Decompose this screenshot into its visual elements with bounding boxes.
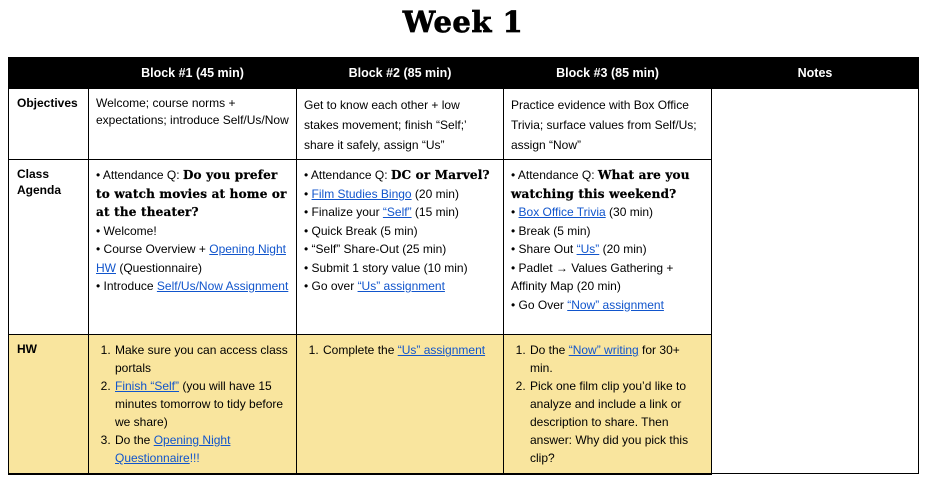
agenda-line <box>511 203 704 222</box>
now-assignment-link[interactable]: “Now” assignment <box>567 297 664 312</box>
header-notes: Notes <box>712 58 919 89</box>
hw-list-item <box>529 377 704 467</box>
text-run: • Go Over <box>511 297 568 312</box>
text-run: • <box>511 205 519 219</box>
agenda-line <box>96 240 289 277</box>
text-run: • Attendance Q: <box>96 168 183 182</box>
text-run: • Quick Break (5 min) <box>304 223 418 238</box>
page-title: Week 1 <box>402 5 524 39</box>
hw-block1-cell <box>89 335 297 474</box>
text-run: What are you watching this weekend? <box>511 168 690 201</box>
film-studies-bingo-link[interactable]: Film Studies Bingo <box>311 186 412 201</box>
text-run: Do the <box>530 343 569 357</box>
text-run: • Welcome! <box>96 223 157 238</box>
agenda-line <box>304 185 496 204</box>
hw-list-item <box>529 341 704 377</box>
agenda-line <box>511 296 704 315</box>
text-run: DC or Marvel? <box>390 168 490 182</box>
agenda-line <box>96 222 289 241</box>
agenda-line <box>96 166 289 222</box>
text-run: • <box>304 186 312 201</box>
hw-block3-cell <box>504 335 712 474</box>
agenda-line <box>304 222 496 241</box>
self-link[interactable]: “Self” <box>382 205 412 219</box>
objectives-row <box>9 89 919 160</box>
hw-list-item <box>114 341 289 377</box>
agenda-line <box>511 222 704 241</box>
text-run: Complete the <box>323 343 398 357</box>
agenda-block1-cell <box>89 160 297 335</box>
text-run: • Share Out <box>511 242 577 256</box>
hw-list-item <box>114 431 289 467</box>
notes-cell <box>712 89 919 474</box>
us-assignment-link[interactable]: “Us” assignment <box>357 279 445 293</box>
us-link[interactable]: “Us” <box>576 242 600 256</box>
text-run: (20 min) <box>599 242 647 256</box>
agenda-line <box>304 277 496 296</box>
week1-schedule-table <box>8 57 919 475</box>
agenda-line <box>304 240 496 259</box>
header-block1: Block #1 (45 min) <box>89 58 297 89</box>
box-office-trivia-link[interactable]: Box Office Trivia <box>518 205 606 219</box>
text-run: • Attendance Q: <box>511 168 598 182</box>
hw-block3-list <box>511 341 704 467</box>
table-header-row <box>9 58 919 89</box>
hw-block2-cell <box>297 335 504 474</box>
text-run: Do you prefer to watch movies at home or at the theater? <box>96 168 287 219</box>
text-run: (15 min) <box>411 205 459 219</box>
objectives-block2-cell: Get to know each other + low stakes movement; finish “Self;’ share it safely, assign “Us” <box>297 89 504 160</box>
agenda-line <box>304 259 496 278</box>
agenda-line <box>96 277 289 296</box>
now-writing-link[interactable]: “Now” writing <box>568 343 639 357</box>
self-us-now-assignment-link[interactable]: Self/Us/Now Assignment <box>156 279 289 293</box>
text-run: Make sure you can access class portals <box>115 343 288 375</box>
text-run: Pick one film clip you’d like to analyze and include a link or description to share. Then answer: Why did you pick this clip? <box>530 379 689 465</box>
agenda-block3-cell <box>504 160 712 335</box>
hw-list-item <box>114 377 289 431</box>
text-run: (Questionnaire) <box>116 260 203 275</box>
text-run: • Go over <box>304 279 358 293</box>
text-run: • Course Overview + <box>96 242 210 256</box>
us-assignment-link[interactable]: “Us” assignment <box>397 343 486 357</box>
text-run: • Introduce <box>96 279 157 293</box>
text-run: (you will have 15 minutes tomorrow to tidy before we share) <box>115 379 284 429</box>
hw-block1-list <box>96 341 289 467</box>
text-run: Do the <box>115 433 154 447</box>
text-run: !!! <box>189 451 200 465</box>
text-run: • “Self” Share-Out (25 min) <box>304 242 447 256</box>
agenda-line <box>511 259 704 296</box>
text-run: • Attendance Q: <box>304 168 391 182</box>
text-run: • Submit 1 story value (10 min) <box>304 260 468 275</box>
agenda-block2-cell <box>297 160 504 335</box>
text-run: • Finalize your <box>304 205 383 219</box>
hw-block2-list <box>304 341 496 359</box>
opening-night-hw-link[interactable]: Opening Night HW <box>96 242 286 275</box>
header-empty-cell <box>9 58 89 89</box>
text-run: for 30+ min. <box>530 343 680 375</box>
text-run: • Break (5 min) <box>511 223 591 238</box>
text-run: (20 min) <box>411 186 459 201</box>
header-block3: Block #3 (85 min) <box>504 58 712 89</box>
agenda-line <box>304 203 496 222</box>
class-agenda-row-label: Class Agenda <box>9 160 89 335</box>
agenda-line <box>304 166 496 185</box>
text-run: (30 min) <box>605 205 654 219</box>
hw-list-item <box>322 341 496 359</box>
finish-self-link[interactable]: Finish “Self” <box>115 379 180 393</box>
objectives-block1-cell: Welcome; course norms + expectations; introduce Self/Us/Now <box>89 89 297 160</box>
text-run: • Padlet → Values Gathering + Affinity Map (20 min) <box>511 260 674 293</box>
opening-night-questionnaire-link[interactable]: Opening Night Questionnaire <box>115 433 231 465</box>
hw-row-label: HW <box>9 335 89 474</box>
objectives-block3-cell: Practice evidence with Box Office Trivia; surface values from Self/Us; assign “Now” <box>504 89 712 160</box>
agenda-line <box>511 166 704 203</box>
header-block2: Block #2 (85 min) <box>297 58 504 89</box>
objectives-row-label: Objectives <box>9 89 89 160</box>
agenda-line <box>511 240 704 259</box>
